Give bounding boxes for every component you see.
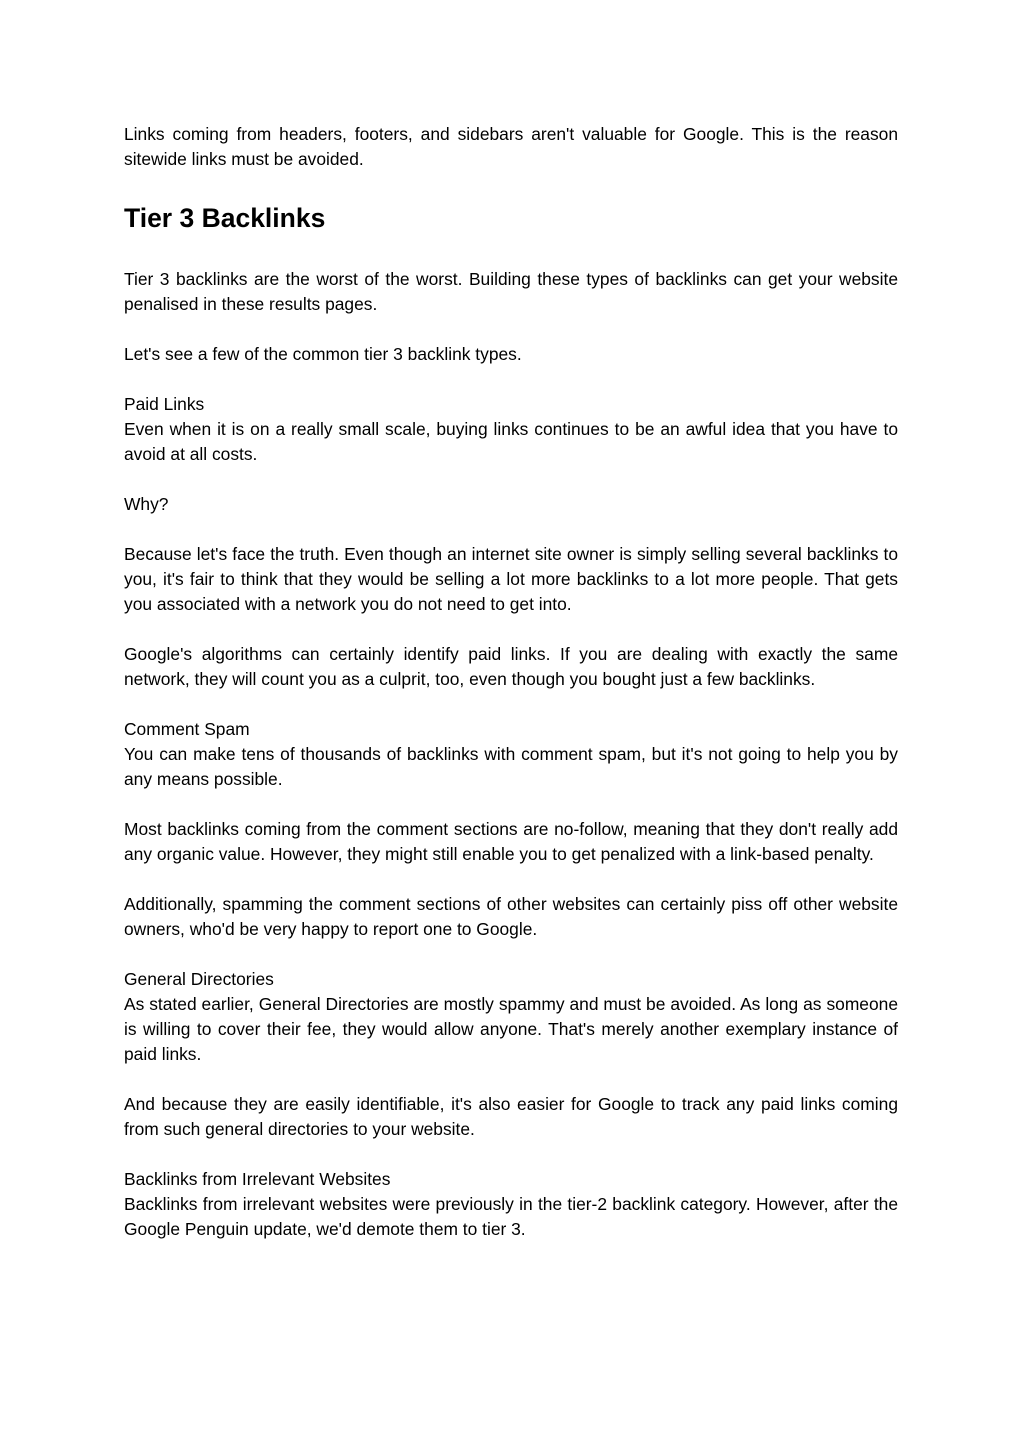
paid-links-lead: Even when it is on a really small scale, buying links continues to be an awful idea that you have to avoid at all costs.	[124, 419, 898, 464]
comment-spam-paragraph: Most backlinks coming from the comment sections are no-follow, meaning that they don't really add any organic value. However, they might still enable you to get penalized with a link-based penalty.	[124, 819, 898, 864]
paid-links-body	[124, 492, 898, 692]
comment-spam-body	[124, 817, 898, 942]
paid-links-paragraph: Why?	[124, 494, 169, 514]
general-directories-block	[124, 967, 898, 1067]
comment-spam-paragraph: Additionally, spamming the comment sections of other websites can certainly piss off other website owners, who'd be very happy to report one to Google.	[124, 894, 898, 939]
comment-spam-title: Comment Spam	[124, 719, 250, 739]
general-directories-body	[124, 1092, 898, 1142]
comment-spam-lead: You can make tens of thousands of backlinks with comment spam, but it's not going to help you by any means possible.	[124, 744, 898, 789]
paid-links-paragraph: Google's algorithms can certainly identify paid links. If you are dealing with exactly the same network, they will count you as a culprit, too, even though you bought just a few backlinks.	[124, 644, 898, 689]
irrelevant-websites-title: Backlinks from Irrelevant Websites	[124, 1169, 391, 1189]
general-directories-paragraph: And because they are easily identifiable, it's also easier for Google to track any paid links coming from such general directories to your website.	[124, 1094, 898, 1139]
irrelevant-websites-block	[124, 1167, 898, 1242]
paid-links-block	[124, 392, 898, 467]
intro-paragraph: Links coming from headers, footers, and sidebars aren't valuable for Google. This is the reason sitewide links must be avoided.	[124, 124, 898, 169]
section-intro-paragraph: Tier 3 backlinks are the worst of the worst. Building these types of backlinks can get your website penalised in these results pages.	[124, 269, 898, 314]
document-page	[124, 122, 898, 1242]
paid-links-title: Paid Links	[124, 394, 205, 414]
section-heading: Tier 3 Backlinks	[124, 203, 326, 233]
paid-links-paragraph: Because let's face the truth. Even though an internet site owner is simply selling several backlinks to you, it's fair to think that they would be selling a lot more backlinks to a lot more people. That gets you associated with a network you do not need to get into.	[124, 544, 898, 614]
general-directories-lead: As stated earlier, General Directories are mostly spammy and must be avoided. As long as someone is willing to cover their fee, they would allow anyone. That's merely another exemplary instance of paid links.	[124, 994, 898, 1064]
comment-spam-block	[124, 717, 898, 792]
general-directories-title: General Directories	[124, 969, 274, 989]
irrelevant-websites-lead: Backlinks from irrelevant websites were previously in the tier-2 backlink category. However, after the Google Penguin update, we'd demote them to tier 3.	[124, 1194, 898, 1239]
section-intro-paragraph: Let's see a few of the common tier 3 backlink types.	[124, 344, 522, 364]
